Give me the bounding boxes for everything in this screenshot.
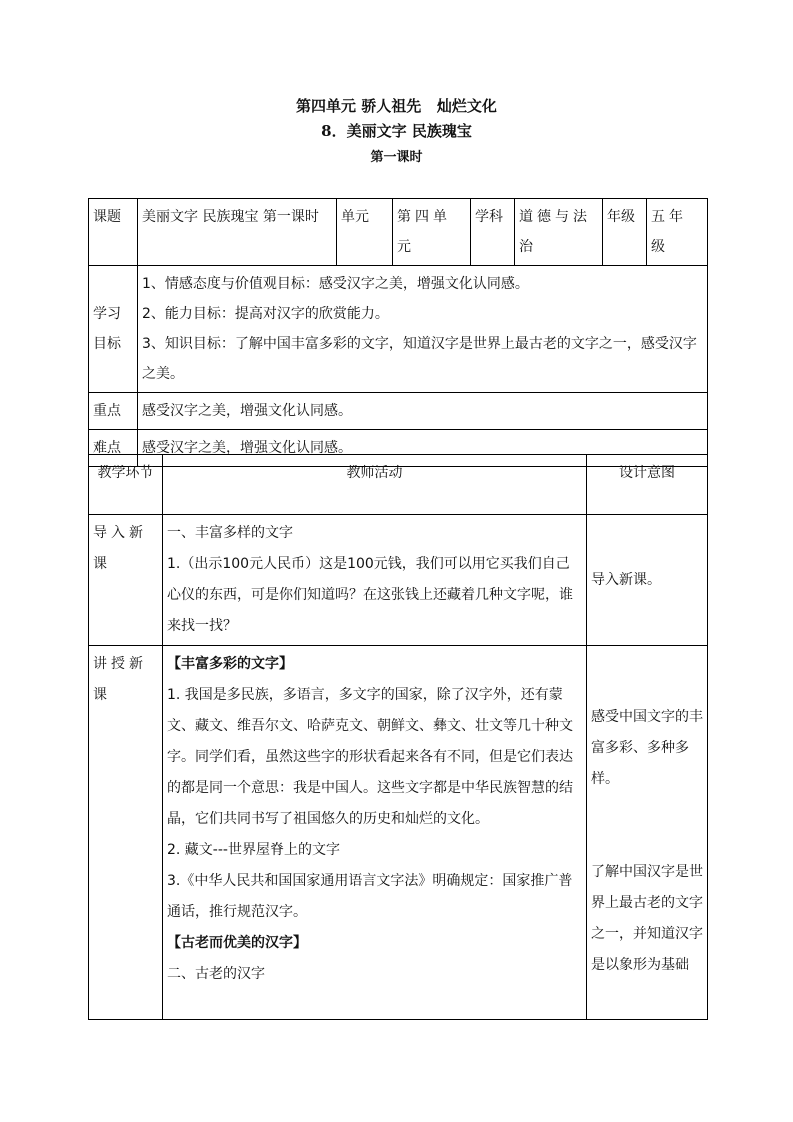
lesson-header-row	[89, 455, 708, 515]
intro-row	[89, 515, 708, 646]
lesson-title: 8．美丽文字 民族瑰宝	[321, 122, 472, 140]
paragraph: 3.《中华人民共和国国家通用语言文字法》明确规定：国家推广普通话，推行规范汉字。	[167, 873, 573, 920]
lesson-table	[88, 454, 708, 1020]
key-value: 感受汉字之美，增强文化认同感。	[138, 393, 708, 430]
difficulty-label: 难点	[89, 430, 138, 467]
info-table	[88, 198, 708, 467]
topic-label: 课题	[89, 199, 138, 266]
key-row	[89, 393, 708, 430]
intro-paragraph: 1.（出示100元人民币）这是100元钱，我们可以用它买我们自己心仪的东西，可是你们知道吗？在这张钱上还藏着几种文字呢，谁来找一找？	[167, 556, 573, 634]
paragraph: 2. 藏文---世界屋脊上的文字	[167, 842, 340, 858]
section-heading: 【丰富多彩的文字】	[167, 656, 293, 672]
paragraph: 1. 我国是多民族，多语言，多文字的国家，除了汉字外，还有蒙文、藏文、维吾尔文、哈萨克文、朝鲜文、彝文、壮文等几十种文字。同学们看，虽然这些字的形状看起来各有不同，但是它们表达的都是同一个意思：我是中国人。这些文字都是中华民族智慧的结晶，它们共同书写了祖国悠久的历史和灿烂的文化。	[167, 687, 573, 827]
teach-row	[89, 646, 708, 1020]
intro-activity	[163, 515, 587, 646]
teach-stage: 讲授新课	[89, 646, 163, 1020]
period-title: 第一课时	[370, 150, 423, 165]
intent-text: 感受中国文字的丰富多彩、多种多样。	[591, 709, 703, 787]
difficulty-value: 感受汉字之美，增强文化认同感。	[138, 430, 708, 467]
section-heading: 【古老而优美的汉字】	[167, 935, 307, 951]
goal-item: 1、情感态度与价值观目标：感受汉字之美，增强文化认同感。	[142, 276, 529, 292]
intro-heading: 一、丰富多样的文字	[167, 525, 293, 541]
header-intent: 设计意图	[587, 455, 708, 515]
intro-intent: 导入新课。	[587, 515, 708, 646]
header-activity: 教师活动	[163, 455, 587, 515]
intent-text: 了解中国汉字是世界上最古老的文字之一，并知道汉字是以象形为基础	[591, 864, 703, 973]
key-label: 重点	[89, 393, 138, 430]
goals-label: 学习目标	[89, 266, 138, 393]
intro-stage: 导入新课	[89, 515, 163, 646]
unit-title: 第四单元 骄人祖先 灿烂文化	[296, 97, 497, 115]
header-stage: 教学环节	[89, 455, 163, 515]
teach-intent	[587, 646, 708, 1020]
topic-value: 美丽文字 民族瑰宝 第一课时	[138, 199, 337, 266]
topic-row	[89, 199, 708, 266]
teach-activity	[163, 646, 587, 1020]
goals-row	[89, 266, 708, 393]
goals-cell	[138, 266, 708, 393]
unit-label: 单元	[337, 199, 393, 266]
goal-item: 3、知识目标：了解中国丰富多彩的文字，知道汉字是世界上最古老的文字之一，感受汉字之美。	[142, 336, 697, 382]
unit-value: 第四单元	[393, 199, 471, 266]
subject-value: 道德与法治	[515, 199, 603, 266]
grade-value: 五年级	[647, 199, 708, 266]
grade-label: 年级	[603, 199, 647, 266]
subject-label: 学科	[471, 199, 515, 266]
paragraph: 二、古老的汉字	[167, 966, 265, 982]
goal-item: 2、能力目标：提高对汉字的欣赏能力。	[142, 306, 389, 322]
